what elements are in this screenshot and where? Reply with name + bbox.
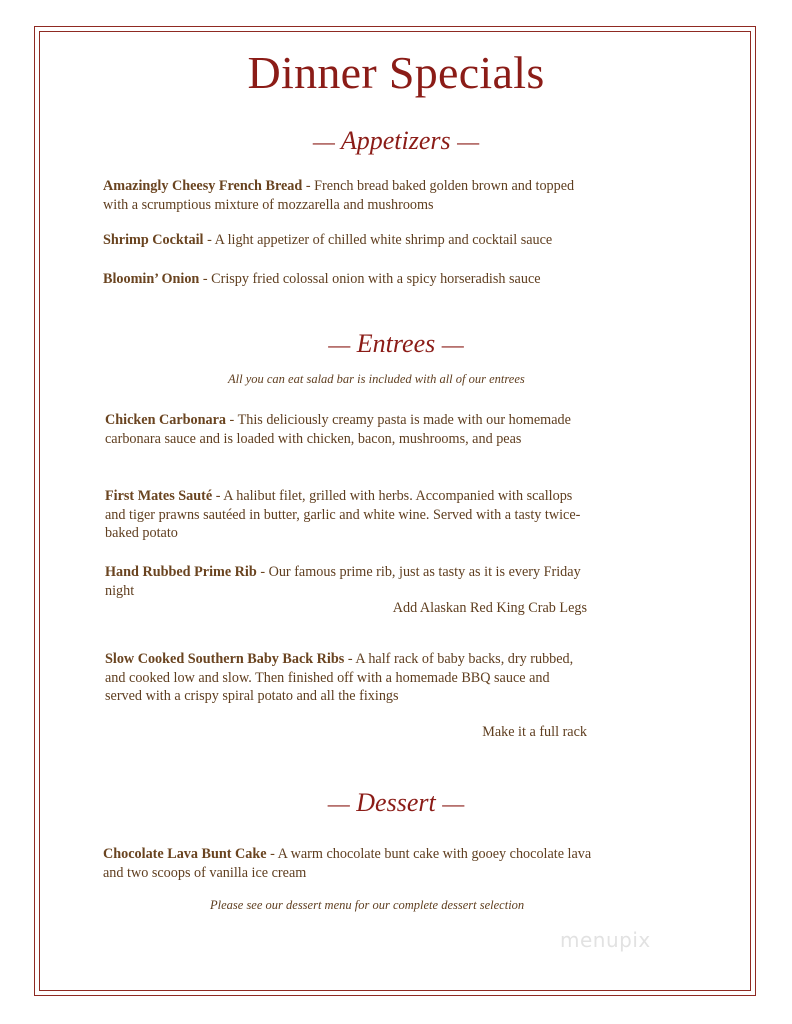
menu-item bbox=[103, 177, 593, 214]
item-separator: - bbox=[226, 412, 238, 428]
item-separator: - bbox=[212, 488, 224, 504]
menu-item bbox=[105, 487, 583, 543]
item-description: A half rack of baby backs, dry rubbed, and cooked low and slow. Then finished off with a homemade BBQ sauce and served with a crispy spiral potato and all the fixings bbox=[105, 651, 574, 704]
heading-dash-left: — bbox=[327, 791, 350, 816]
item-name: Chocolate Lava Bunt Cake bbox=[103, 846, 267, 862]
heading-dash-right: — bbox=[442, 791, 465, 816]
item-separator: - bbox=[344, 651, 356, 667]
menu-item bbox=[105, 411, 583, 448]
item-separator: - bbox=[266, 846, 278, 862]
item-name: Slow Cooked Southern Baby Back Ribs bbox=[105, 651, 345, 667]
item-description: French bread baked golden brown and topped with a scrumptious mixture of mozzarella and mushrooms bbox=[103, 178, 575, 213]
appetizers-heading-label: Appetizers bbox=[340, 126, 451, 155]
entrees-heading bbox=[0, 329, 792, 359]
item-addon: Add Alaskan Red King Crab Legs bbox=[392, 600, 587, 616]
menu-item bbox=[103, 231, 623, 250]
menu-item bbox=[105, 563, 587, 600]
heading-dash-right: — bbox=[441, 332, 464, 357]
watermark: menupix bbox=[560, 928, 651, 952]
item-description: A halibut filet, grilled with herbs. Accompanied with scallops and tiger prawns sautéed in butter, garlic and white wine. Served with a tasty twice-baked potato bbox=[105, 488, 581, 541]
item-description: Crispy fried colossal onion with a spicy horseradish sauce bbox=[211, 271, 541, 287]
entrees-note: All you can eat salad bar is included with all of our entrees bbox=[228, 372, 525, 386]
page-title: Dinner Specials bbox=[247, 47, 545, 98]
menu-item bbox=[103, 270, 623, 289]
item-name: Shrimp Cocktail bbox=[103, 232, 204, 248]
dessert-heading bbox=[0, 788, 792, 818]
menu-item bbox=[103, 845, 593, 882]
item-name: First Mates Sauté bbox=[105, 488, 213, 504]
item-separator: - bbox=[302, 178, 315, 194]
item-name: Hand Rubbed Prime Rib bbox=[105, 564, 257, 580]
item-name: Amazingly Cheesy French Bread bbox=[103, 178, 303, 194]
menu-item bbox=[105, 650, 583, 706]
heading-dash-left: — bbox=[312, 129, 335, 154]
item-separator: - bbox=[203, 232, 215, 248]
heading-dash-right: — bbox=[457, 129, 480, 154]
item-separator: - bbox=[256, 564, 269, 580]
dessert-heading-label: Dessert bbox=[356, 788, 436, 817]
item-description: A warm chocolate bunt cake with gooey chocolate lava and two scoops of vanilla ice cream bbox=[103, 846, 592, 881]
item-separator: - bbox=[199, 271, 212, 287]
item-description: A light appetizer of chilled white shrimp and cocktail sauce bbox=[214, 232, 553, 248]
entrees-heading-label: Entrees bbox=[356, 329, 436, 358]
appetizers-heading bbox=[0, 126, 792, 156]
heading-dash-left: — bbox=[328, 332, 351, 357]
item-description: This deliciously creamy pasta is made with our homemade carbonara sauce and is loaded with chicken, bacon, mushrooms, and peas bbox=[105, 412, 571, 447]
item-name: Bloomin’ Onion bbox=[103, 271, 200, 287]
item-addon: Make it a full rack bbox=[482, 724, 587, 740]
dessert-note: Please see our dessert menu for our complete dessert selection bbox=[210, 898, 525, 912]
item-description: Our famous prime rib, just as tasty as it is every Friday night bbox=[105, 564, 581, 599]
item-name: Chicken Carbonara bbox=[105, 412, 226, 428]
